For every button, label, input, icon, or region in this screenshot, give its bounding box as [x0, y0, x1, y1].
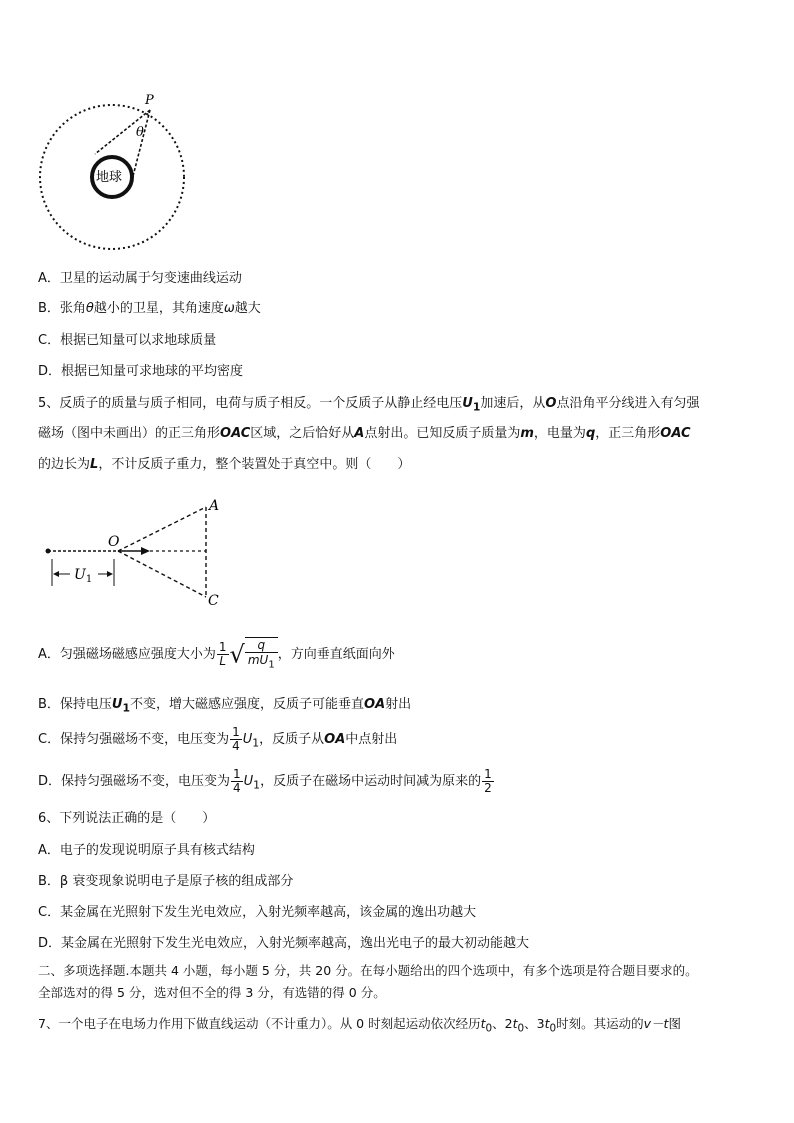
q5-u-sub: 1: [472, 400, 481, 414]
q5-text: 的边长为: [38, 457, 91, 472]
q4-b-mid: 越小的卫星，其角速度: [93, 301, 224, 316]
q5-o: O: [545, 396, 557, 411]
q7-sep: 、: [524, 1016, 537, 1031]
label-p: P: [145, 93, 154, 108]
q6-option-a: A．电子的发现说明原子具有核式结构: [38, 843, 255, 858]
label-u-sub: 1: [85, 574, 93, 585]
q6-option-c: C．某金属在光照射下发生光电效应，入射光频率越高，该金属的逸出功越大: [38, 905, 477, 920]
q5-stem-line2: [38, 425, 691, 443]
q5-q: q: [585, 426, 596, 441]
q7-sep: 、: [492, 1016, 505, 1031]
q5-l: L: [90, 457, 99, 472]
label-o: O: [108, 534, 120, 550]
q5-d-frac: [231, 768, 243, 795]
label-theta: θ: [136, 125, 144, 140]
q5-d-pre: D．保持匀强磁场不变，电压变为: [38, 774, 231, 789]
q5-b-u: U: [111, 697, 123, 712]
q6-stem: 6、下列说法正确的是（ ）: [38, 811, 216, 826]
q7-t0-sub: 0: [485, 1022, 493, 1035]
frac-den: L: [219, 653, 227, 668]
q7-stem: [38, 1015, 681, 1038]
q5-text: 区域，之后恰好从: [250, 426, 355, 441]
frac-den: 4: [232, 739, 240, 753]
q4-b-omega: ω: [223, 301, 235, 316]
label-a: A: [209, 498, 220, 514]
q5-stem-line3: [38, 456, 410, 474]
q5-m: m: [520, 426, 534, 441]
frac-num: 1: [218, 639, 227, 654]
q5-a-sqrt: [230, 634, 278, 675]
q5-option-a: [38, 634, 395, 678]
q4-b-post: 越大: [234, 301, 261, 316]
side-oc: [118, 551, 206, 597]
frac-num: 1: [484, 767, 492, 781]
q7-t0: t: [544, 1016, 550, 1031]
q5-u: U: [462, 396, 473, 411]
section2-line1: 二、多项选择题.本题共 4 小题，每小题 5 分，共 20 分。在每小题给出的四个选项中，有多个选项是符合题目要求的。: [38, 963, 698, 978]
label-u: [74, 567, 92, 585]
sqrt-den-sub: 1: [268, 659, 275, 671]
q5-text: 点沿角平分线进入有匀强: [556, 396, 700, 411]
q5-a-frac: [217, 641, 229, 668]
q5-b-mid: 不变，增大磁感应强度，反质子可能垂直: [130, 697, 365, 712]
q4-b-pre: B．张角: [38, 301, 86, 316]
q5-a: A: [354, 426, 365, 441]
sqrt-den-main: mU: [247, 652, 269, 667]
q5-oac: OAC: [220, 426, 251, 441]
q7-pre: 7、一个电子在电场力作用下做直线运动（不计重力）。从 0 时刻起运动依次经历: [38, 1016, 481, 1031]
q5-c-mid: ，反质子从: [259, 732, 325, 747]
q5-stem-line1: [38, 395, 699, 417]
q5-a-pre: A．匀强磁场磁感应强度大小为: [38, 646, 216, 662]
orbit-figure: [36, 88, 192, 254]
q5-oac: OAC: [660, 426, 691, 441]
q4-option-a: A．卫星的运动属于匀变速曲线运动: [38, 271, 242, 286]
q6-option-d: D．某金属在光照射下发生光电效应，入射光频率越高，逸出光电子的最大初动能越大: [38, 936, 530, 951]
q5-c-pre: C．保持匀强磁场不变，电压变为: [38, 732, 230, 747]
sqrt-num: q: [245, 638, 278, 653]
dim-arrow-left: [53, 571, 59, 577]
q5-c-post: 中点射出: [345, 732, 398, 747]
q5-text: ，不计反质子重力，整个装置处于真空中。则（ ）: [98, 457, 411, 472]
side-oa: [118, 507, 206, 551]
q5-option-b: [38, 696, 411, 718]
section2-line2: 全部选对的得 5 分，选对但不全的得 3 分，有选错的得 0 分。: [38, 985, 386, 1000]
q7-three: 3: [536, 1016, 545, 1031]
q5-b-post: 射出: [385, 697, 412, 712]
q5-b-oa: OA: [364, 697, 386, 712]
q5-text: 5、反质子的质量与质子相同，电荷与质子相反。一个反质子从静止经电压: [38, 396, 463, 411]
q7-t0: t: [480, 1016, 486, 1031]
q5-text: ，正三角形: [595, 426, 661, 441]
q7-t0: t: [512, 1016, 518, 1031]
triangle-figure: [40, 494, 230, 610]
q7-two: 2: [504, 1016, 513, 1031]
tangent-line-2: [132, 110, 150, 180]
q5-b-u-sub: 1: [122, 701, 131, 715]
sqrt-den: [245, 653, 278, 672]
frac-den: 2: [484, 781, 492, 795]
q5-text: 点射出。已知反质子质量为: [364, 426, 521, 441]
q7-mid: 时刻。其运动的: [556, 1016, 644, 1031]
frac-den: 4: [233, 781, 241, 795]
q6-option-b: B．β 衰变现象说明电子是原子核的组成部分: [38, 874, 294, 889]
dim-arrow-right: [107, 571, 113, 577]
q5-option-d: [38, 764, 495, 804]
q5-c-oa: OA: [324, 732, 346, 747]
q4-b-theta: θ: [85, 301, 94, 316]
label-earth: 地球: [96, 170, 123, 185]
q5-d-mid: ，反质子在磁场中运动时间减为原来的: [260, 774, 482, 789]
q4-option-d: D．根据已知量可求地球的平均密度: [38, 364, 244, 379]
q5-text: 加速后，从: [480, 396, 546, 411]
q4-option-c: C．根据已知量可以求地球质量: [38, 333, 217, 348]
q5-c-frac: [230, 726, 242, 753]
q5-text: 磁场（图中未画出）的正三角形: [38, 426, 221, 441]
sqrt-body: [245, 637, 278, 672]
q5-d-frac-half: [482, 768, 494, 795]
q7-post: 图: [668, 1016, 681, 1031]
frac-num: 1: [233, 767, 241, 781]
q7-t0-sub: 0: [549, 1022, 557, 1035]
start-dot: [46, 549, 51, 554]
label-c: C: [208, 593, 219, 609]
q7-t0-sub: 0: [517, 1022, 525, 1035]
frac-num: 1: [232, 725, 240, 739]
arrow-head: [141, 547, 150, 555]
q5-c-u: U: [242, 732, 253, 747]
sqrt-sign: √: [229, 640, 245, 669]
q5-c-u-sub: 1: [252, 736, 260, 750]
label-u-main: U: [74, 567, 86, 583]
q5-option-c: [38, 722, 397, 762]
q5-a-post: ，方向垂直纸面向外: [277, 646, 395, 662]
q5-d-u: U: [243, 774, 254, 789]
q5-d-u-sub: 1: [253, 778, 261, 792]
q5-text: ，电量为: [533, 426, 586, 441]
q5-b-pre: B．保持电压: [38, 697, 112, 712]
q4-option-b: [38, 300, 261, 318]
q7-vt: v－t: [643, 1016, 669, 1031]
